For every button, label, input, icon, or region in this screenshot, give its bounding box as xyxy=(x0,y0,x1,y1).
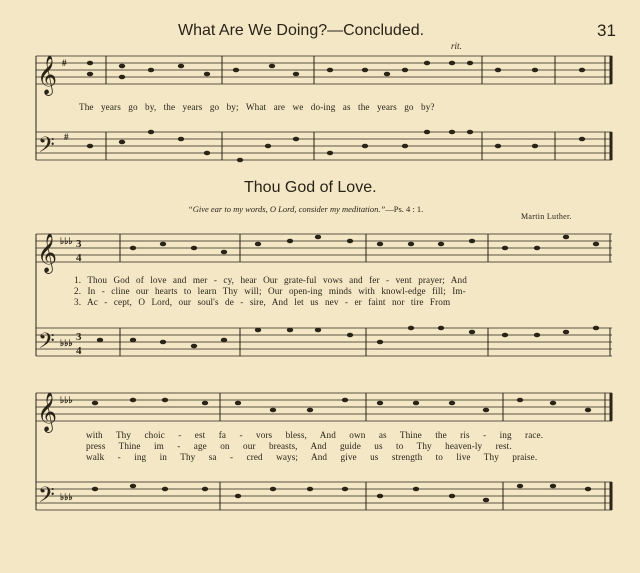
composer-credit: Martin Luther. xyxy=(521,212,572,221)
hymn1-lyric-line: The years go by, the years go by; What are we do-ing as the years go by? xyxy=(79,102,435,112)
svg-text:𝄢: 𝄢 xyxy=(38,329,55,359)
time-signature-top-b-bass: 3 xyxy=(76,331,82,343)
page-number: 31 xyxy=(597,21,616,40)
verse-line-2a: 2. In - cline our hearts to learn Thy will; Our open-ing minds with knowl-edge fill; Im- xyxy=(74,286,466,296)
time-signature-bottom-b-bass: 4 xyxy=(76,345,82,357)
svg-text:𝄞: 𝄞 xyxy=(37,55,58,95)
svg-text:#: # xyxy=(64,132,69,142)
staff-treble-b xyxy=(36,233,612,274)
verse-line-1a: 1. Thou God of love and mer - cy, hear Our grate-ful vows and fer - vent prayer; And xyxy=(74,275,467,285)
scripture-epigraph xyxy=(188,204,423,214)
svg-text:𝄞: 𝄞 xyxy=(37,233,58,273)
svg-text:♭♭♭: ♭♭♭ xyxy=(60,492,73,502)
svg-text:𝄢: 𝄢 xyxy=(38,483,55,513)
verse-line-1b: with Thy choic - est fa - vors bless, And own as Thine the ris - ing race. xyxy=(86,430,544,440)
verse-line-2b: press Thine im - age on our breasts, And guide us to Thy heaven-ly rest. xyxy=(86,441,512,451)
tempo-marking: rit. xyxy=(451,41,462,51)
hymn-title: Thou God of Love. xyxy=(244,179,377,196)
verse-line-3a: 3. Ac - cept, O Lord, our soul's de - sire, And let us nev - er faint nor tire From xyxy=(74,297,451,307)
epigraph-reference: —Ps. 4 : 1. xyxy=(385,204,424,214)
svg-text:𝄢: 𝄢 xyxy=(38,133,55,163)
staff-treble-c xyxy=(36,392,612,433)
svg-text:𝄞: 𝄞 xyxy=(37,392,58,432)
time-signature-top-b: 3 xyxy=(76,238,82,250)
time-signature-bottom-b: 4 xyxy=(76,252,82,264)
epigraph-text: “Give ear to my words, O Lord, consider my meditation.” xyxy=(188,204,386,214)
svg-text:♭♭♭: ♭♭♭ xyxy=(60,395,73,405)
svg-text:♭♭♭: ♭♭♭ xyxy=(60,236,73,246)
page-title: What Are We Doing?—Concluded. xyxy=(178,22,425,39)
svg-text:♭♭♭: ♭♭♭ xyxy=(60,338,73,348)
svg-text:#: # xyxy=(62,58,67,68)
verse-line-3b: walk - ing in Thy sa - cred ways; And give us strength to live Thy praise. xyxy=(86,452,538,462)
